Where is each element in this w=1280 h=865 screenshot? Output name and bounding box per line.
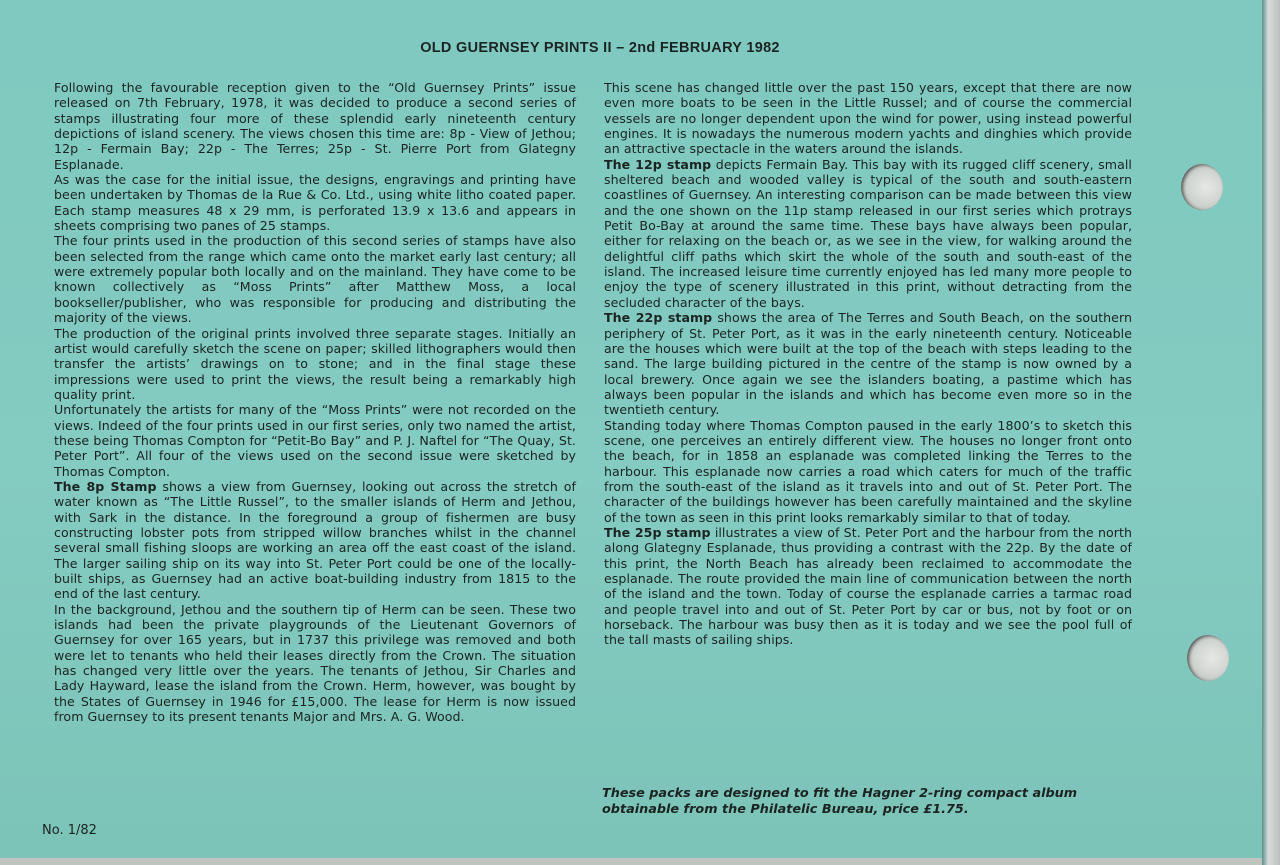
paragraph-printing: As was the case for the initial issue, the designs, engravings and printing have been undertaken by Thomas de la Rue & Co. Ltd., using white litho coated paper. Each stamp measures 48 x 29 mm, is perforated 13.9 x 13.6 and appears in sheets comprising two panes of 25 stamps. <box>54 172 576 234</box>
page-title: OLD GUERNSEY PRINTS II – 2nd FEBRUARY 1982 <box>420 40 780 56</box>
paragraph-22p-stamp <box>604 310 1132 417</box>
lead-8p-stamp: The 8p Stamp <box>54 478 157 494</box>
paragraph-production: The production of the original prints involved three separate stages. Initially an artist would carefully sketch the scene on paper; skilled lithographers would then transfer the artists’ drawings on to stone; and in the final stage these impressions were used to print the views, the result being a remarkably high quality print. <box>54 325 576 402</box>
text-12p-stamp: depicts Fermain Bay. This bay with its rugged cliff scenery, small sheltered beach and wooded valley is typical of the south and south-eastern coastlines of Guernsey. An interesting comparison can be made between this view and the one shown on the 11p stamp released in our first series which protrays Petit Bo-Bay at around the same time. These bays have always been popular, either for relaxing on the beach or, as we see in the view, for walking around the delightful cliff paths which skirt the whole of the south and south-east of the island. The increased leisure time currently enjoyed has led many more people to enjoy the type of scenery illustrated in this print, without detracting from the secluded character of the bays. <box>604 156 1132 310</box>
album-note: These packs are designed to fit the Hagner 2-ring compact album obtainable from the Philatelic Bureau, price £1.75. <box>602 786 1078 817</box>
paragraph-jethou-herm: In the background, Jethou and the southern tip of Herm can be seen. These two islands had been the private playgrounds of the Lieutenant Governors of Guernsey for over 165 years, but in 1737 this privilege was removed and both were let to tenants who held their leases directly from the Crown. The situation has changed very little over the years. The tenants of Jethou, Sir Charles and Lady Hayward, lease the island from the Crown. Herm, however, was bought by the States of Guernsey in 1946 for £15,000. The lease for Herm is now issued from Guernsey to its present tenants Major and Mrs. A. G. Wood. <box>54 601 576 725</box>
pack-number: No. 1/82 <box>42 823 97 838</box>
text-8p-stamp: shows a view from Guernsey, looking out across the stretch of water known as “The Little Russel”, to the smaller islands of Herm and Jethou, with Sark in the distance. In the foreground a group of fishermen are busy constructing lobster pots from stripped willow branches whilst in the channel several small fishing sloops are working an area off the east coast of the island. The larger sailing ship on its way into St. Peter Port could be one of the locally-built ships, as Guernsey had an active boat-building industry from 1815 to the end of the last century. <box>54 478 576 602</box>
text-22p-stamp: shows the area of The Terres and South Beach, on the southern periphery of St. Peter Port, as it was in the early nineteenth century. Noticeable are the houses which were built at the top of the beach with steps leading to the sand. The large building pictured in the centre of the stamp is now owned by a local brewery. Once again we see the islanders boating, a pastime which has always been popular in the islands and which has become even more so in the twentieth century. <box>604 310 1132 418</box>
binder-hole-bottom <box>1187 635 1229 681</box>
paragraph-8p-stamp <box>54 479 576 602</box>
paragraph-25p-stamp <box>604 525 1132 648</box>
text-25p-stamp: illustrates a view of St. Peter Port and the harbour from the north along Glategny Esplanade, thus providing a contrast with the 22p. By the date of this print, the North Beach has already been reclaimed to accommodate the esplanade. The route provided the main line of communication between the north of the island and the town. Today of course the esplanade carries a tarmac road and people travel into and out of St. Peter Port by car or bus, not by foot or on horseback. The harbour was busy then as it is today and we see the pool full of the tall masts of sailing ships. <box>604 524 1132 648</box>
paragraph-moss-prints: The four prints used in the production of this second series of stamps have also been selected from the range which came onto the market early last century; all were extremely popular both locally and on the mainland. They have come to be known collectively as “Moss Prints” after Matthew Moss, a local bookseller/publisher, who was responsible for producing and distributing the majority of the views. <box>54 233 576 326</box>
lead-22p-stamp: The 22p stamp <box>604 310 713 326</box>
right-text-column <box>604 80 1132 648</box>
lead-12p-stamp: The 12p stamp <box>604 156 712 172</box>
paragraph-intro: Following the favourable reception given to the “Old Guernsey Prints” issue released on 7th February, 1978, it was decided to produce a second series of stamps illustrating four more of these splendid early nineteenth century depictions of island scenery. The views chosen this time are: 8p - View of Jethou; 12p - Fermain Bay; 22p - The Terres; 25p - St. Pierre Port from Glategny Esplanade. <box>54 80 576 172</box>
lead-25p-stamp: The 25p stamp <box>604 524 711 540</box>
card-edge-shadow <box>1262 0 1280 865</box>
paragraph-esplanade: Standing today where Thomas Compton paused in the early 1800’s to sketch this scene, one perceives an entirely different view. The houses no longer front onto the beach, for in 1858 an esplanade was completed linking the Terres to the harbour. This esplanade now carries a road which caters for much of the traffic from the south-east of the island as it travels into and out of St. Peter Port. The character of the buildings however has been carefully maintained and the skyline of the town as seen in this print looks remarkably similar to that of today. <box>604 417 1132 525</box>
paragraph-artists: Unfortunately the artists for many of the “Moss Prints” were not recorded on the views. Indeed of the four prints used in our first series, only two named the artist, these being Thomas Compton for “Petit-Bo Bay” and P. J. Naftel for “The Quay, St. Peter Port”. All four of the views used on the second issue were sketched by Thomas Compton. <box>54 402 576 479</box>
left-text-column <box>54 80 576 724</box>
binder-hole-top <box>1181 164 1223 210</box>
paragraph-12p-stamp <box>604 157 1132 310</box>
paragraph-little-russel: This scene has changed little over the past 150 years, except that there are now even more boats to be seen in the Little Russel; and of course the commercial vessels are no longer dependent upon the wind for power, using instead powerful engines. It is nowadays the numerous modern yachts and dinghies which provide an attractive spectacle in the waters around the islands. <box>604 80 1132 157</box>
